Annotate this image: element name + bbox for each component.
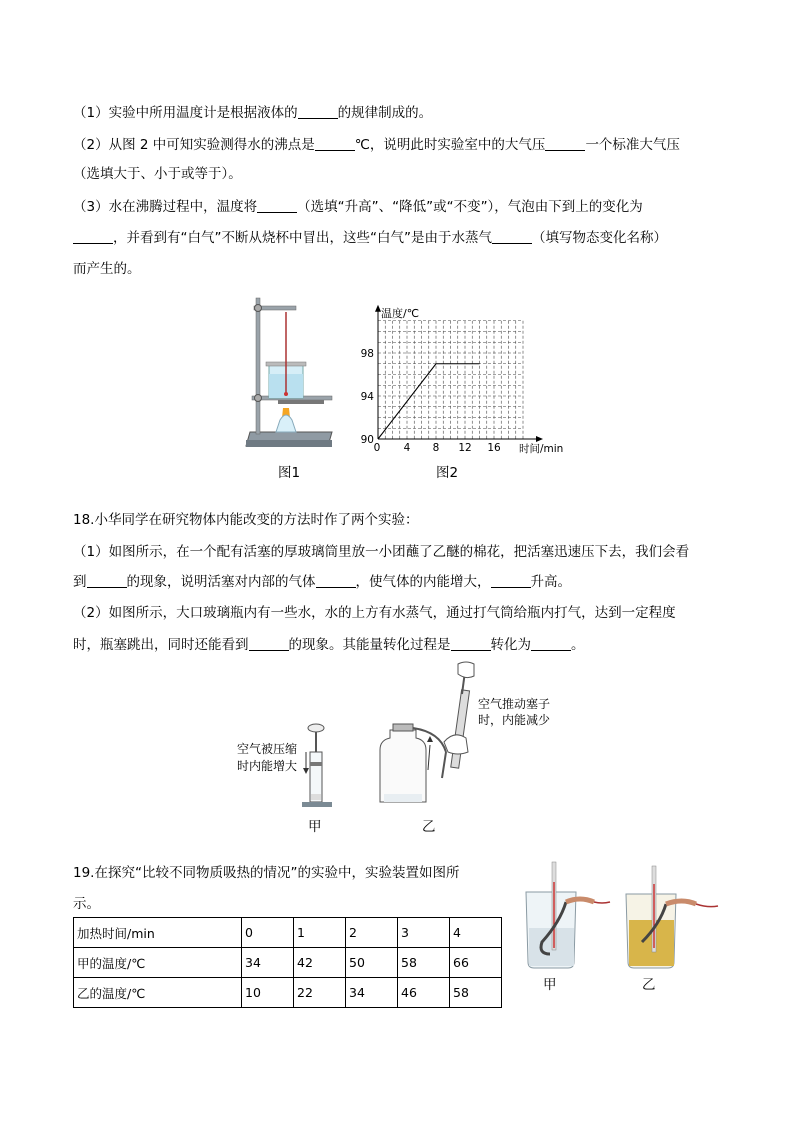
text: ，使气体的内能增大， (355, 574, 491, 590)
q18-part1b (73, 573, 571, 591)
text: ，并看到有“白气”不断从烧杯中冒出，这些“白气”是由于水蒸气 (113, 230, 492, 246)
text: 到 (73, 574, 87, 590)
q18-part2 (73, 604, 676, 622)
table-row (74, 948, 502, 978)
beakers-figure (520, 862, 730, 974)
beaker-jia-caption: 甲 (543, 977, 557, 993)
answer-blank[interactable] (451, 638, 491, 651)
fig-jia-label-line1: 空气被压缩 (237, 742, 298, 756)
temperature-time-chart (356, 282, 564, 460)
x-axis-label: 时间/min (519, 443, 564, 455)
x-axis-arrow (536, 436, 543, 442)
fig-yi-label-line1: 空气推动塞子 (478, 697, 551, 711)
q19-title2 (73, 895, 100, 913)
q17-part3 (73, 198, 643, 216)
table-cell: 58 (398, 948, 450, 978)
fig-jia-caption: 甲 (308, 819, 322, 835)
table-row (74, 918, 502, 948)
beaker-yi-caption: 乙 (642, 977, 656, 993)
answer-blank[interactable] (87, 575, 127, 588)
text: 转化为 (490, 637, 531, 653)
answer-blank[interactable] (315, 138, 355, 151)
compression-syringe-figure (298, 722, 338, 812)
text: 19.在探究“比较不同物质吸热的情况”的实验中，实验装置如图所 (73, 865, 460, 881)
x-tick-label: 8 (432, 442, 440, 454)
answer-blank[interactable] (257, 200, 297, 213)
heating-data-table (73, 917, 502, 1008)
text: 一个标准大气压 (585, 137, 680, 153)
q17-part3b (73, 229, 667, 247)
text: ℃，说明此时实验室中的大气压 (354, 137, 546, 153)
figure1-caption: 图1 (278, 465, 301, 481)
table-cell: 1 (294, 918, 346, 948)
table-cell: 58 (450, 978, 502, 1008)
table-cell: 10 (242, 978, 294, 1008)
q19-title (73, 864, 459, 882)
text: 。 (571, 637, 585, 653)
table-row-header: 乙的温度/℃ (74, 978, 242, 1008)
answer-blank[interactable] (492, 231, 532, 244)
text: 而产生的。 (73, 261, 141, 277)
fig-yi-caption: 乙 (422, 819, 436, 835)
table-cell: 2 (346, 918, 398, 948)
answer-blank[interactable] (249, 638, 289, 651)
y-tick-label: 90 (360, 434, 374, 446)
q17-part3c (73, 260, 141, 278)
table-cell: 66 (450, 948, 502, 978)
y-axis-label: 温度/℃ (381, 306, 420, 320)
q18-part1 (73, 543, 689, 561)
text: 的现象，说明活塞对内部的气体 (126, 574, 316, 590)
text: （选填大于、小于或等于）。 (73, 166, 242, 182)
figure2-caption: 图2 (436, 465, 459, 481)
answer-blank[interactable] (491, 575, 531, 588)
table-cell: 50 (346, 948, 398, 978)
boiling-apparatus-figure (240, 290, 336, 456)
q18-title (73, 511, 418, 529)
q17-part2 (73, 136, 680, 154)
text: 升高。 (530, 574, 571, 590)
table-cell: 34 (346, 978, 398, 1008)
table-cell: 46 (398, 978, 450, 1008)
table-cell: 22 (294, 978, 346, 1008)
x-tick-label: 0 (373, 442, 381, 454)
y-tick-label: 98 (360, 348, 374, 360)
answer-blank[interactable] (73, 231, 113, 244)
answer-blank[interactable] (545, 138, 585, 151)
table-row (74, 978, 502, 1008)
fig-jia-label-line2: 时内能增大 (237, 759, 298, 773)
table-cell: 3 (398, 918, 450, 948)
q17-part2-note (73, 165, 242, 183)
q17-part1 (73, 104, 432, 122)
q18-part2b (73, 636, 585, 654)
table-cell: 34 (242, 948, 294, 978)
bottle-pump-figure (370, 660, 490, 810)
table-row-header: 加热时间/min (74, 918, 242, 948)
table-cell: 0 (242, 918, 294, 948)
x-tick-label: 12 (458, 442, 472, 454)
text: 的现象。其能量转化过程是 (288, 637, 451, 653)
table-cell: 4 (450, 918, 502, 948)
text: 时，瓶塞跳出，同时还能看到 (73, 637, 249, 653)
x-tick-label: 16 (487, 442, 501, 454)
x-tick-label: 4 (403, 442, 411, 454)
text: （3）水在沸腾过程中，温度将 (73, 199, 258, 215)
answer-blank[interactable] (316, 575, 356, 588)
text: 示。 (73, 896, 100, 912)
text: （1）如图所示，在一个配有活塞的厚玻璃筒里放一小团蘸了乙醚的棉花，把活塞迅速压下去，我们会看 (73, 544, 690, 560)
text: （填写物态变化名称） (531, 230, 667, 246)
text: （选填“升高”、“降低”或“不变”），气泡由下到上的变化为 (297, 199, 643, 215)
answer-blank[interactable] (531, 638, 571, 651)
text: 的规律制成的。 (337, 105, 433, 121)
table-row-header: 甲的温度/℃ (74, 948, 242, 978)
y-tick-label: 94 (360, 391, 374, 403)
text: （2）从图 2 中可知实验测得水的沸点是 (73, 137, 315, 153)
text: 18.小华同学在研究物体内能改变的方法时作了两个实验： (73, 512, 419, 528)
text: （2）如图所示，大口玻璃瓶内有一些水，水的上方有水蒸气，通过打气筒给瓶内打气，达到一定程度 (73, 605, 676, 621)
fig-yi-label-line2: 时，内能减少 (478, 713, 551, 727)
text: （1）实验中所用温度计是根据液体的 (73, 105, 298, 121)
table-cell: 42 (294, 948, 346, 978)
answer-blank[interactable] (298, 106, 338, 119)
